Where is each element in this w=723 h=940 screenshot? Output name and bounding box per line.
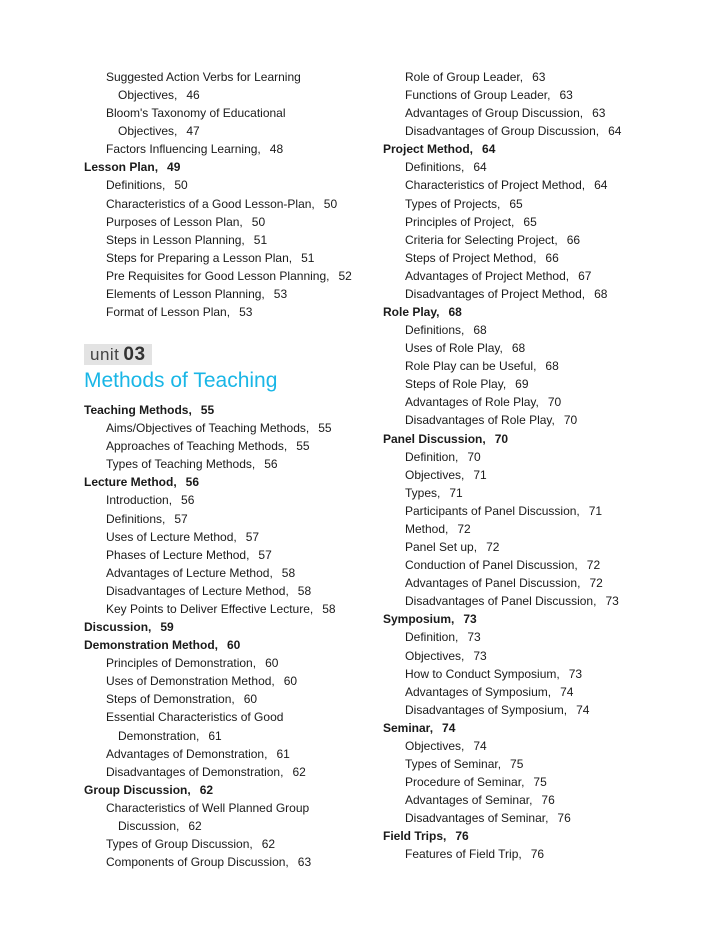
toc-entry (84, 727, 374, 745)
toc-entry-title: Steps of Demonstration, (106, 692, 235, 707)
toc-page-number: 68 (448, 305, 462, 320)
toc-entry-title: Types, (405, 485, 441, 500)
toc-entry (383, 737, 703, 755)
toc-entry-title: Characteristics of Well Planned Group (106, 800, 310, 815)
toc-page-number: 73 (568, 666, 583, 681)
toc-entry (383, 68, 703, 86)
toc-entry (84, 510, 374, 528)
toc-page-number: 58 (297, 583, 312, 598)
toc-page-number: 63 (559, 88, 573, 103)
toc-entry (383, 484, 703, 502)
toc-page-number: 70 (563, 413, 578, 428)
toc-page-number: 73 (605, 594, 619, 609)
toc-entry (84, 690, 374, 708)
toc-entry (84, 491, 374, 509)
toc-page-number: 55 (200, 403, 215, 418)
toc-entry-title: Definitions, (106, 511, 166, 526)
toc-entry (84, 708, 374, 726)
toc-page-number: 70 (467, 449, 481, 464)
toc-page-number: 75 (533, 775, 547, 790)
toc-entry-title: Panel Discussion, (383, 431, 486, 446)
toc-page-number: 74 (560, 684, 574, 699)
toc-entry-title: Key Points to Deliver Effective Lecture, (106, 601, 314, 616)
toc-entry-title: Uses of Role Play, (405, 341, 503, 356)
toc-entry-title: Symposium, (383, 612, 455, 627)
toc-entry (84, 249, 374, 267)
toc-entry (383, 195, 703, 213)
toc-page-number: 66 (545, 250, 559, 265)
toc-entry (383, 285, 703, 303)
toc-entry (84, 419, 374, 437)
toc-entry (383, 375, 703, 393)
toc-page-number: 51 (301, 250, 315, 265)
toc-entry-title: Principles of Project, (405, 214, 515, 229)
toc-entry (383, 755, 703, 773)
toc-entry-title: Disadvantages of Lecture Method, (106, 583, 289, 598)
toc-entry (383, 339, 703, 357)
toc-entry (84, 654, 374, 672)
toc-entry-title: Advantages of Symposium, (405, 684, 552, 699)
unit-heading (84, 321, 374, 401)
toc-entry-title: Disadvantages of Role Play, (405, 413, 555, 428)
toc-entry (84, 455, 374, 473)
toc-entry (84, 600, 374, 618)
toc-entry-title: Disadvantages of Seminar, (405, 811, 549, 826)
toc-entry-title: Discussion, (118, 818, 180, 833)
toc-entry (84, 285, 374, 303)
toc-entry-title: Types of Teaching Methods, (106, 457, 256, 472)
toc-entry (383, 466, 703, 484)
toc-entry (84, 68, 374, 86)
toc-entry-title: Characteristics of Project Method, (405, 178, 586, 193)
toc-page-number: 50 (174, 178, 188, 193)
toc-entry-title: Advantages of Panel Discussion, (405, 576, 581, 591)
toc-entry (383, 773, 703, 791)
toc-page-number: 55 (296, 439, 310, 454)
toc-section-heading (383, 140, 703, 158)
toc-entry-title: Lesson Plan, (84, 160, 159, 175)
toc-entry (84, 763, 374, 781)
toc-entry (84, 231, 374, 249)
toc-page-number: 73 (463, 612, 477, 627)
toc-page-number: 74 (576, 702, 590, 717)
toc-entry (383, 249, 703, 267)
toc-entry-title: Objectives, (405, 738, 465, 753)
toc-entry (383, 845, 703, 863)
toc-entry-title: Definitions, (405, 323, 465, 338)
toc-page-number: 62 (199, 782, 214, 797)
toc-entry-title: Steps in Lesson Planning, (106, 232, 245, 247)
toc-page-number: 74 (473, 738, 487, 753)
toc-left-column (84, 68, 374, 871)
unit-title: Methods of Teaching (84, 369, 278, 393)
toc-page-number: 56 (181, 493, 195, 508)
toc-entry-title: Procedure of Seminar, (405, 775, 525, 790)
toc-page-number: 70 (547, 395, 562, 410)
toc-entry-title: Types of Seminar, (405, 756, 502, 771)
toc-page-number: 62 (292, 764, 306, 779)
toc-entry-title: Features of Field Trip, (405, 847, 522, 862)
toc-page-number: 56 (185, 475, 200, 490)
toc-page-number: 57 (258, 547, 272, 562)
toc-entry (383, 321, 703, 339)
toc-entry-title: Format of Lesson Plan, (106, 305, 231, 320)
toc-entry-title: Pre Requisites for Good Lesson Planning, (106, 268, 330, 283)
toc-entry (383, 592, 703, 610)
toc-page-number: 51 (253, 232, 268, 247)
toc-entry-title: Uses of Demonstration Method, (106, 674, 275, 689)
toc-entry-title: Demonstration, (118, 728, 200, 743)
toc-entry-title: Definition, (405, 630, 459, 645)
toc-entry-title: Characteristics of a Good Lesson-Plan, (106, 196, 315, 211)
toc-entry (84, 745, 374, 763)
toc-right-column (383, 68, 703, 863)
toc-entry-title: Advantages of Seminar, (405, 793, 533, 808)
toc-entry-title: How to Conduct Symposium, (405, 666, 560, 681)
toc-page-number: 65 (509, 196, 523, 211)
toc-entry-title: Introduction, (106, 493, 173, 508)
toc-entry (383, 122, 703, 140)
toc-page-number: 71 (449, 485, 463, 500)
toc-entry (84, 303, 374, 321)
toc-page-number: 76 (530, 847, 545, 862)
toc-page-number: 47 (186, 124, 200, 139)
toc-entry (383, 357, 703, 375)
unit-label-text: unit (90, 345, 120, 365)
toc-entry-title: Disadvantages of Demonstration, (106, 764, 284, 779)
toc-entry-title: Conduction of Panel Discussion, (405, 558, 578, 573)
toc-page-number: 76 (557, 811, 571, 826)
toc-entry-title: Purposes of Lesson Plan, (106, 214, 243, 229)
toc-entry (84, 213, 374, 231)
toc-entry-title: Lecture Method, (84, 475, 177, 490)
toc-entry (383, 520, 703, 538)
toc-page-number: 60 (283, 674, 298, 689)
toc-page-number: 63 (592, 106, 606, 121)
toc-entry-title: Discussion, (84, 620, 152, 635)
toc-page-number: 46 (186, 88, 200, 103)
toc-page-number: 62 (261, 836, 276, 851)
toc-entry-title: Essential Characteristics of Good (106, 710, 284, 725)
unit-badge (84, 344, 152, 365)
toc-page-number: 63 (532, 70, 546, 84)
toc-entry-title: Disadvantages of Project Method, (405, 286, 586, 301)
toc-page-number: 72 (589, 576, 603, 591)
toc-page-number: 49 (167, 160, 181, 175)
toc-page-number: 59 (160, 620, 174, 635)
toc-page-number: 50 (323, 196, 338, 211)
toc-entry-title: Definitions, (106, 178, 166, 193)
toc-entry-title: Criteria for Selecting Project, (405, 232, 558, 247)
toc-entry (84, 176, 374, 194)
toc-entry (84, 835, 374, 853)
toc-entry-title: Types of Projects, (405, 196, 501, 211)
toc-page-number: 71 (588, 503, 603, 518)
toc-page-number: 63 (297, 855, 312, 870)
toc-page-number: 68 (545, 359, 559, 374)
toc-page-number: 72 (486, 540, 500, 555)
toc-page-number: 53 (239, 305, 253, 320)
toc-entry-title: Elements of Lesson Planning, (106, 286, 265, 301)
toc-entry (383, 267, 703, 285)
toc-entry (383, 448, 703, 466)
toc-page-number: 67 (578, 268, 592, 283)
toc-page-number: 61 (276, 746, 290, 761)
toc-entry (383, 158, 703, 176)
toc-entry (383, 502, 703, 520)
toc-page-number: 70 (494, 431, 509, 446)
toc-section-heading (84, 781, 374, 799)
toc-entry-title: Disadvantages of Panel Discussion, (405, 594, 597, 609)
toc-entry-title: Advantages of Project Method, (405, 268, 570, 283)
toc-entry (84, 86, 374, 104)
toc-entry (84, 582, 374, 600)
toc-section-heading (84, 158, 374, 176)
toc-page-number: 64 (473, 160, 487, 175)
toc-page-number: 73 (467, 630, 481, 645)
toc-entry-title: Definitions, (405, 160, 465, 175)
toc-entry (383, 393, 703, 411)
toc-page-number: 57 (174, 511, 188, 526)
toc-page-number: 52 (338, 268, 352, 283)
toc-entry (383, 86, 703, 104)
toc-entry (383, 647, 703, 665)
toc-entry (383, 809, 703, 827)
toc-entry (84, 564, 374, 582)
toc-page-number: 53 (273, 286, 288, 301)
toc-entry (383, 411, 703, 429)
toc-entry-title: Disadvantages of Group Discussion, (405, 124, 600, 139)
toc-entry (383, 213, 703, 231)
toc-entry (383, 628, 703, 646)
toc-entry-title: Advantages of Group Discussion, (405, 106, 584, 121)
toc-page-number: 56 (264, 457, 278, 472)
toc-entry-title: Role of Group Leader, (405, 70, 524, 84)
toc-entry-title: Approaches of Teaching Methods, (106, 439, 288, 454)
toc-page-number: 48 (269, 142, 284, 157)
toc-section-heading (383, 430, 703, 448)
unit-number: 03 (123, 344, 146, 366)
toc-entry (84, 267, 374, 285)
toc-entry-title: Aims/Objectives of Teaching Methods, (106, 421, 310, 436)
toc-section-heading (84, 618, 374, 636)
toc-entry (84, 528, 374, 546)
toc-entry-title: Role Play can be Useful, (405, 359, 537, 374)
toc-entry-title: Bloom's Taxonomy of Educational (106, 106, 286, 121)
toc-entry (383, 665, 703, 683)
toc-page-number: 65 (523, 214, 537, 229)
toc-page-number: 62 (188, 818, 202, 833)
toc-entry (84, 799, 374, 817)
toc-page-number: 57 (245, 529, 260, 544)
toc-entry-title: Advantages of Demonstration, (106, 746, 268, 761)
toc-entry (383, 791, 703, 809)
toc-page-number: 61 (208, 728, 222, 743)
toc-page-number: 68 (511, 341, 526, 356)
toc-entry (383, 538, 703, 556)
toc-entry-title: Teaching Methods, (84, 403, 192, 418)
toc-page-number: 72 (586, 558, 601, 573)
toc-entry-title: Demonstration Method, (84, 638, 218, 653)
toc-entry-title: Objectives, (405, 467, 465, 482)
toc-entry-title: Disadvantages of Symposium, (405, 702, 568, 717)
toc-page-number: 74 (442, 720, 456, 735)
toc-entry-title: Factors Influencing Learning, (106, 142, 261, 157)
toc-entry-title: Functions of Group Leader, (405, 88, 551, 103)
toc-entry (383, 701, 703, 719)
toc-page-number: 76 (541, 793, 555, 808)
toc-section-heading (383, 303, 703, 321)
toc-entry (84, 546, 374, 564)
toc-entry-title: Role Play, (383, 305, 440, 320)
toc-entry (84, 122, 374, 140)
toc-page-number: 69 (515, 377, 529, 392)
toc-page-number: 64 (594, 178, 608, 193)
toc-section-heading (383, 610, 703, 628)
toc-page-number: 68 (473, 323, 487, 338)
toc-entry (84, 853, 374, 871)
toc-entry-title: Phases of Lecture Method, (106, 547, 250, 562)
toc-entry-title: Definition, (405, 449, 459, 464)
toc-entry-title: Objectives, (118, 88, 178, 103)
toc-entry-title: Types of Group Discussion, (106, 836, 253, 851)
toc-section-heading (84, 636, 374, 654)
toc-page-number: 58 (322, 601, 336, 616)
toc-entry (84, 140, 374, 158)
toc-list-after-unit (84, 401, 374, 871)
toc-page-number: 50 (251, 214, 266, 229)
toc-page-number: 64 (608, 124, 622, 139)
toc-entry (383, 231, 703, 249)
toc-page-number: 71 (473, 467, 487, 482)
toc-entry-title: Group Discussion, (84, 782, 191, 797)
toc-entry (383, 104, 703, 122)
toc-entry-title: Components of Group Discussion, (106, 855, 289, 870)
toc-entry-title: Advantages of Lecture Method, (106, 565, 273, 580)
toc-entry-title: Objectives, (405, 648, 465, 663)
toc-section-heading (383, 719, 703, 737)
toc-list-before-unit (84, 68, 374, 321)
toc-page-number: 68 (594, 286, 608, 301)
toc-entry (84, 672, 374, 690)
toc-entry-title: Steps of Project Method, (405, 250, 537, 265)
toc-section-heading (84, 401, 374, 419)
toc-entry-title: Project Method, (383, 142, 474, 157)
toc-entry-title: Method, (405, 521, 449, 536)
toc-entry (383, 574, 703, 592)
toc-section-heading (383, 827, 703, 845)
toc-entry-title: Objectives, (118, 124, 178, 139)
toc-page-number: 60 (265, 656, 279, 671)
toc-page-number: 75 (510, 756, 524, 771)
toc-entry-title: Participants of Panel Discussion, (405, 503, 580, 518)
toc-section-heading (84, 473, 374, 491)
toc-page-number: 73 (473, 648, 487, 663)
toc-entry (84, 437, 374, 455)
toc-entry-title: Seminar, (383, 720, 434, 735)
toc-page-number: 76 (455, 829, 469, 844)
toc-entry-title: Uses of Lecture Method, (106, 529, 237, 544)
toc-entry-title: Principles of Demonstration, (106, 656, 257, 671)
toc-entry (383, 556, 703, 574)
toc-page-number: 64 (482, 142, 496, 157)
toc-page-number: 66 (566, 232, 581, 247)
toc-entry-title: Steps of Role Play, (405, 377, 507, 392)
toc-entry-title: Suggested Action Verbs for Learning (106, 70, 301, 84)
toc-entry (383, 176, 703, 194)
toc-page-number: 58 (281, 565, 296, 580)
toc-entry (84, 817, 374, 835)
toc-entry (84, 104, 374, 122)
toc-page-number: 72 (457, 521, 471, 536)
toc-page-number: 60 (243, 692, 258, 707)
toc-entry-title: Panel Set up, (405, 540, 478, 555)
toc-page-number: 60 (227, 638, 241, 653)
toc-entry-title: Steps for Preparing a Lesson Plan, (106, 250, 293, 265)
toc-page-number: 55 (318, 421, 332, 436)
toc-entry-title: Field Trips, (383, 829, 447, 844)
toc-entry (84, 195, 374, 213)
toc-entry-title: Advantages of Role Play, (405, 395, 539, 410)
toc-entry (383, 683, 703, 701)
